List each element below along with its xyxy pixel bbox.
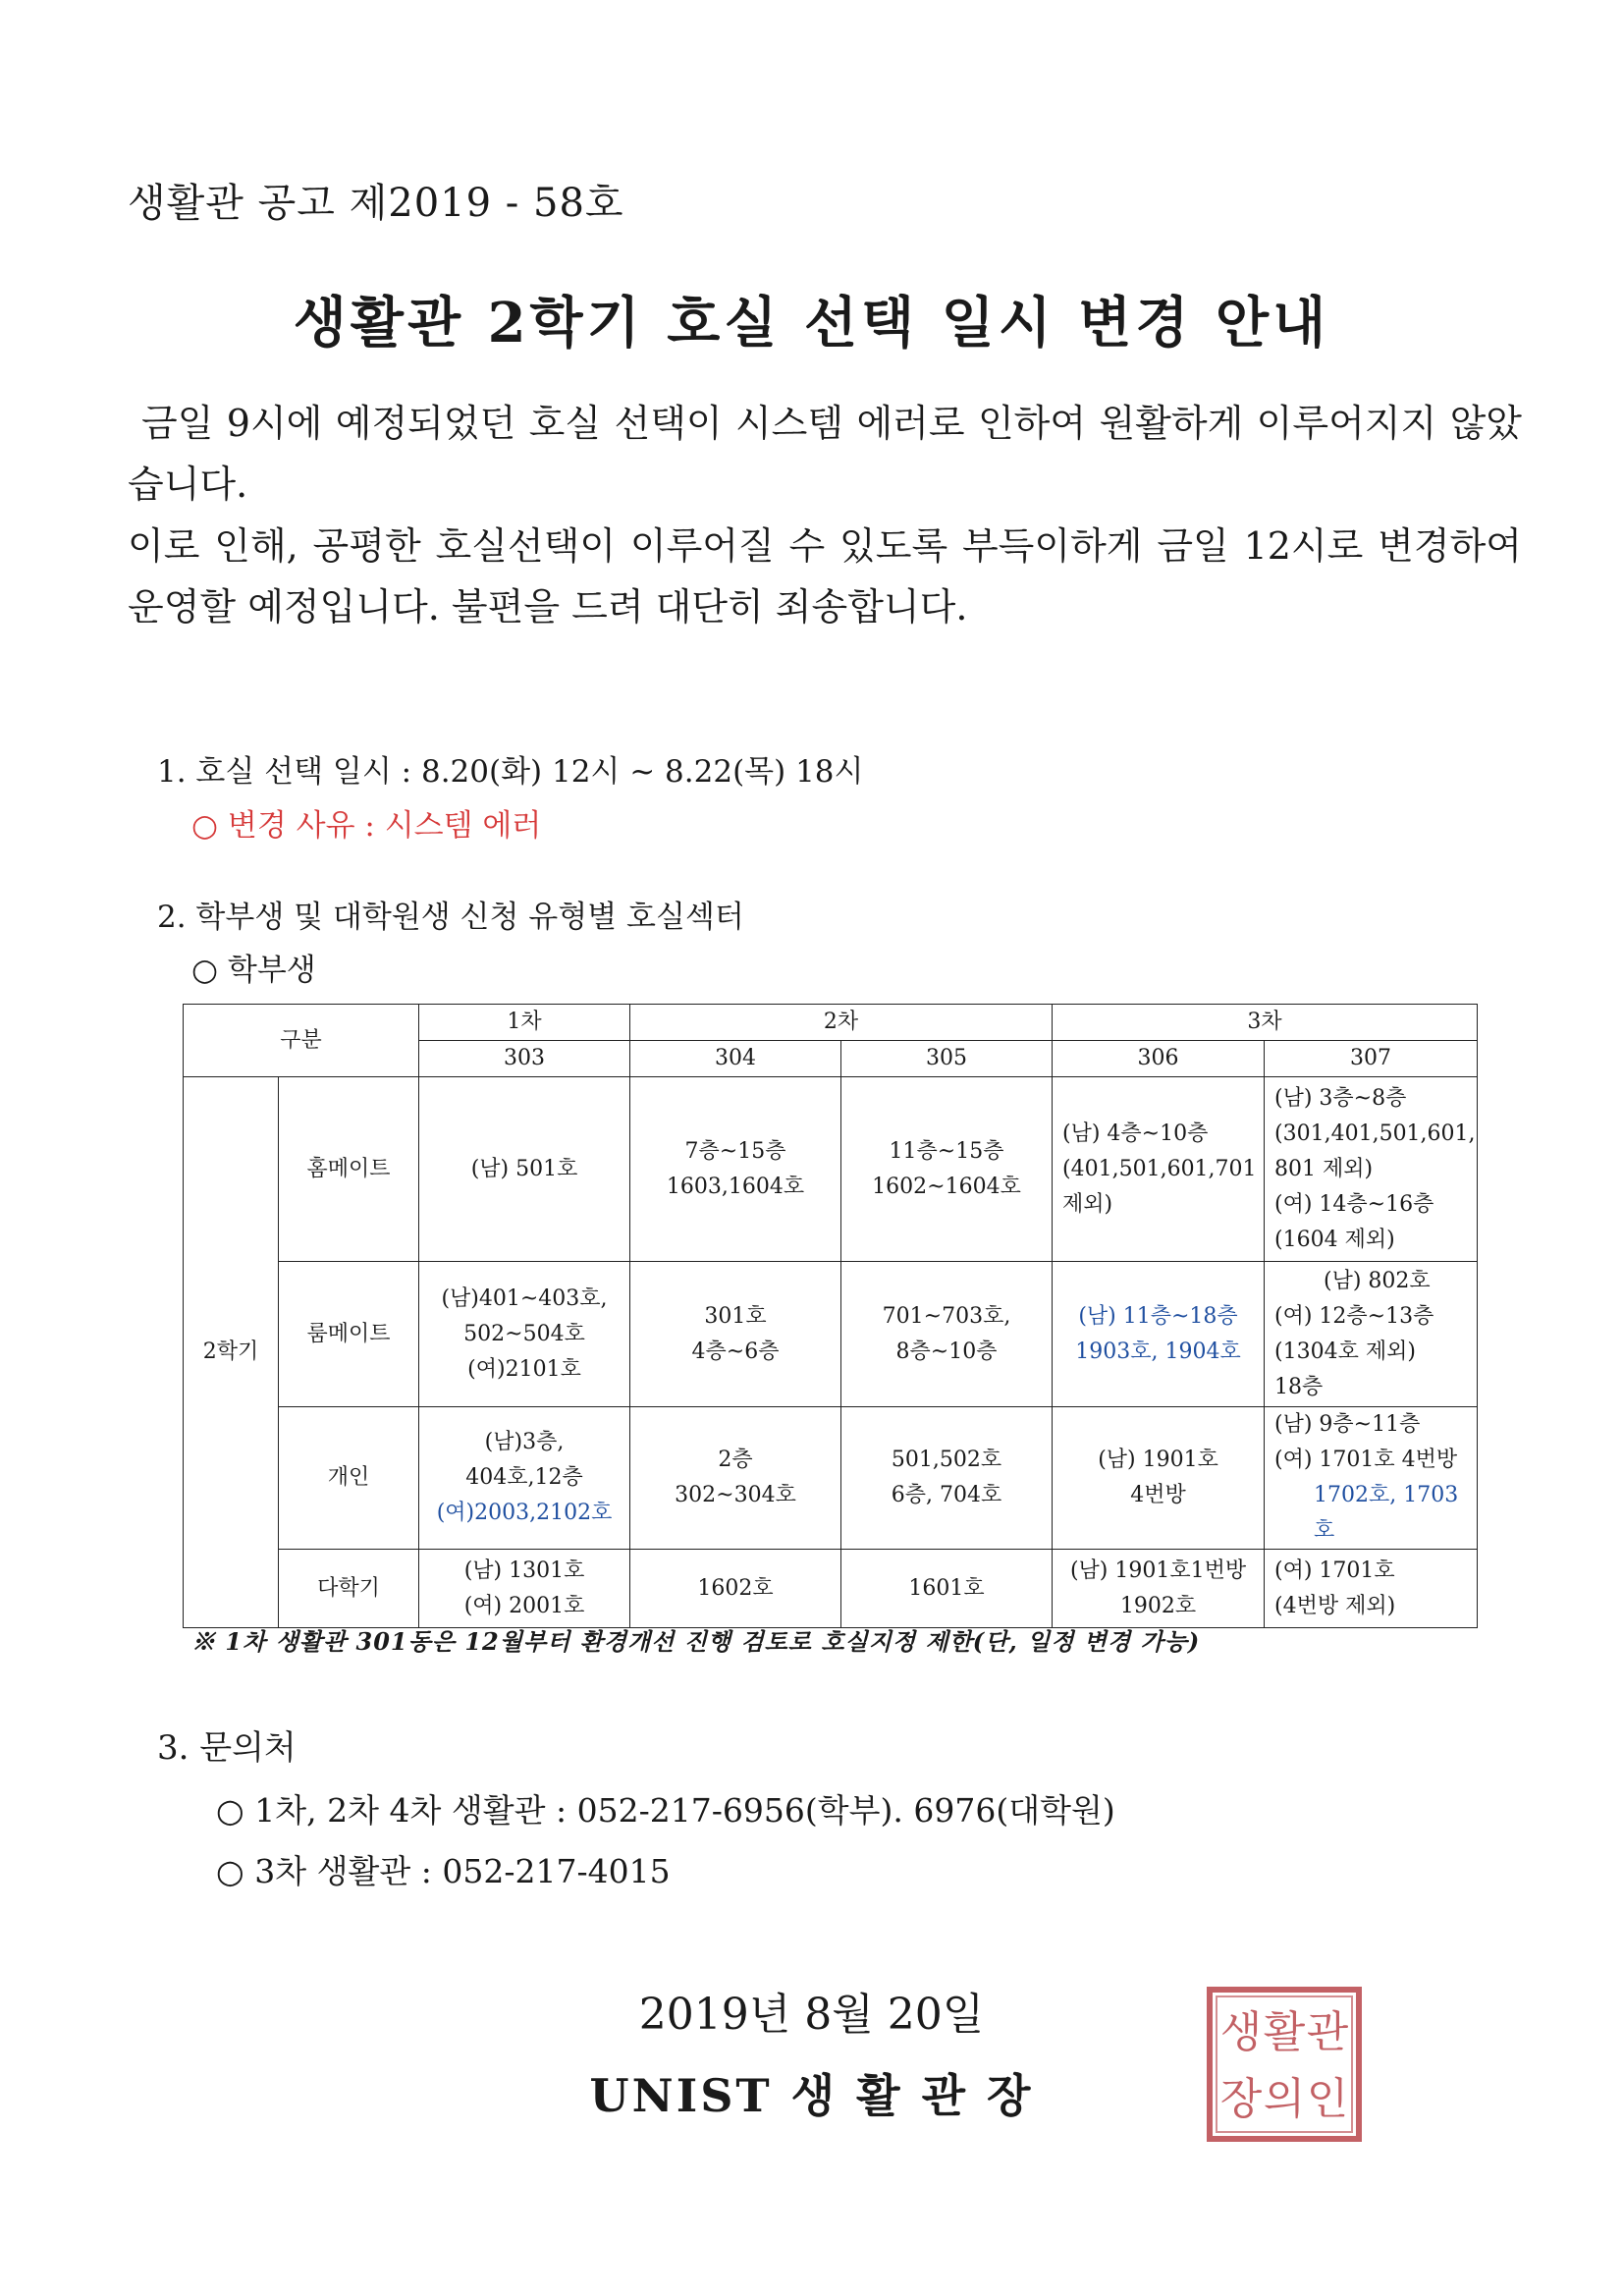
cell-line: (여) 1701호 4번방: [1274, 1448, 1458, 1472]
cell-307: [1265, 1550, 1478, 1628]
official-seal: [1206, 1986, 1363, 2143]
cell-304: [630, 1550, 841, 1628]
cell-306: [1053, 1077, 1265, 1262]
header-group-2: 2차: [630, 1005, 1053, 1041]
header-building-304: 304: [630, 1041, 841, 1077]
svg-text:생: 생: [1219, 2007, 1263, 2057]
svg-text:관: 관: [1306, 2007, 1349, 2057]
cell-307: [1265, 1077, 1478, 1262]
cell-line: 11층~15층: [889, 1138, 1004, 1164]
cell-line: (401,501,601,701: [1062, 1156, 1257, 1181]
section-3-heading: 3. 문의처: [157, 1728, 297, 1768]
contact-line-1: ○ 1차, 2차 4차 생활관 : 052-217-6956(학부). 6976(대학원): [216, 1791, 1115, 1830]
header-group-1: 1차: [419, 1005, 630, 1041]
svg-text:의: 의: [1263, 2074, 1306, 2124]
cell-line: 404호,12층: [465, 1465, 583, 1490]
cell-line: 1903호, 1904호: [1075, 1339, 1241, 1364]
table-row: [184, 1262, 1478, 1407]
section-1-heading: 1. 호실 선택 일시 : 8.20(화) 12시 ~ 8.22(목) 18시: [157, 754, 864, 790]
cell-line: 4번방: [1130, 1483, 1186, 1507]
cell-line: (남) 1901호: [1098, 1448, 1218, 1472]
cell-line: 1602~1604호: [872, 1174, 1021, 1199]
notice-number: 생활관 공고 제2019 - 58호: [128, 181, 624, 226]
table-row: [184, 1077, 1478, 1262]
table-row: [184, 1407, 1478, 1550]
cell-305: [841, 1262, 1053, 1407]
cell-line: (여)2101호: [467, 1356, 581, 1382]
cell-303: [419, 1550, 630, 1628]
cell-line: 6층, 704호: [891, 1483, 1002, 1507]
intro-paragraph-1: 금일 9시에 예정되었던 호실 선택이 시스템 에러로 인하여 원활하게 이루어지지 않았습니다.: [128, 402, 1522, 506]
cell-line: 8층~10층: [895, 1339, 998, 1364]
cell-line: (여)2003,2102호: [436, 1501, 613, 1525]
cell-305: [841, 1407, 1053, 1550]
cell-line: 301호: [704, 1303, 767, 1329]
table-footnote: ※ 1차 생활관 301동은 12월부터 환경개선 진행 검토로 호실지정 제한(단, 일정 변경 가능): [191, 1627, 1201, 1656]
cell-line: 1602호: [697, 1575, 774, 1601]
cell-line: 701~703호,: [882, 1303, 1011, 1329]
cell-line: 1603,1604호: [666, 1174, 805, 1199]
cell-line: (1604 제외): [1274, 1227, 1395, 1252]
intro-paragraph-2: 이로 인해, 공평한 호실선택이 이루어질 수 있도록 부득이하게 금일 12시로 변경하여 운영할 예정입니다. 불편을 드려 대단히 죄송합니다.: [128, 524, 1522, 629]
cell-line: (남) 4층~10층: [1062, 1121, 1209, 1146]
svg-text:인: 인: [1306, 2074, 1349, 2124]
cell-line: (여) 1701호: [1274, 1558, 1395, 1583]
header-building-306: 306: [1053, 1041, 1265, 1077]
cell-303: [419, 1077, 630, 1262]
cell-line: (여) 14층~16층: [1274, 1191, 1434, 1217]
cell-line: (남) 11층~18층: [1078, 1303, 1238, 1329]
cell-304: [630, 1407, 841, 1550]
cell-line: (남) 9층~11층: [1274, 1412, 1421, 1437]
change-reason: ○ 변경 사유 : 시스템 에러: [191, 808, 542, 844]
page-title: 생활관 2학기 호실 선택 일시 변경 안내: [293, 291, 1330, 355]
cell-303: [419, 1262, 630, 1407]
svg-text:활: 활: [1263, 2007, 1306, 2057]
cell-line: 501,502호: [891, 1448, 1002, 1472]
cell-line: (4번방 제외): [1274, 1593, 1396, 1618]
cell-line: (남) 3층~8층: [1274, 1085, 1407, 1111]
cell-line: (남) 802호: [1324, 1268, 1431, 1293]
cell-line: (여) 12층~13층: [1274, 1303, 1434, 1329]
cell-303: [419, 1407, 630, 1550]
room-type: 룸메이트: [279, 1262, 419, 1407]
cell-line: (여) 2001호: [463, 1593, 585, 1618]
cell-line: (남)3층,: [484, 1430, 565, 1454]
cell-line: (남)401~403호,: [441, 1285, 608, 1311]
cell-line: 801 제외): [1274, 1156, 1374, 1181]
cell-304: [630, 1262, 841, 1407]
cell-305: [841, 1077, 1053, 1262]
cell-305: [841, 1550, 1053, 1628]
header-building-305: 305: [841, 1041, 1053, 1077]
contact-line-2: ○ 3차 생활관 : 052-217-4015: [216, 1852, 671, 1890]
header-building-307: 307: [1265, 1041, 1478, 1077]
section-2-heading: 2. 학부생 및 대학원생 신청 유형별 호실섹터: [157, 900, 744, 935]
cell-line: 18층: [1274, 1374, 1324, 1399]
notice-date: 2019년 8월 20일: [638, 1990, 985, 2040]
cell-line: 4층~6층: [691, 1339, 780, 1364]
cell-line: (남) 1301호: [463, 1558, 585, 1583]
cell-307: [1265, 1262, 1478, 1407]
cell-306: [1053, 1550, 1265, 1628]
cell-line: 302~304호: [675, 1483, 796, 1507]
cell-307: [1265, 1407, 1478, 1550]
room-type: 다학기: [279, 1550, 419, 1628]
cell-306: [1053, 1407, 1265, 1550]
cell-line: (1304호 제외): [1274, 1339, 1416, 1364]
table-row: [184, 1550, 1478, 1628]
cell-line: 502~504호: [463, 1321, 585, 1346]
header-category: 구분: [184, 1005, 419, 1077]
cell-line: 제외): [1062, 1191, 1113, 1217]
cell-line: (남) 1901호1번방: [1069, 1558, 1247, 1583]
cell-line: (남) 501호: [470, 1156, 578, 1181]
header-building-303: 303: [419, 1041, 630, 1077]
cell-304: [630, 1077, 841, 1262]
cell-306: [1053, 1262, 1265, 1407]
cell-line: (301,401,501,601,: [1274, 1121, 1476, 1146]
room-sector-table: [183, 1004, 1478, 1628]
undergraduate-bullet: ○ 학부생: [191, 953, 316, 988]
header-group-3: 3차: [1053, 1005, 1478, 1041]
cell-line: 1702호, 1703호: [1314, 1483, 1459, 1543]
semester-cell: 2학기: [184, 1077, 279, 1628]
cell-line: 7층~15층: [684, 1138, 786, 1164]
cell-line: 1902호: [1119, 1593, 1197, 1618]
room-type: 홈메이트: [279, 1077, 419, 1262]
signer: UNIST 생 활 관 장: [589, 2069, 1034, 2122]
cell-line: 2층: [718, 1448, 753, 1472]
cell-line: 1601호: [908, 1575, 985, 1601]
svg-text:장: 장: [1219, 2074, 1263, 2124]
room-type: 개인: [279, 1407, 419, 1550]
